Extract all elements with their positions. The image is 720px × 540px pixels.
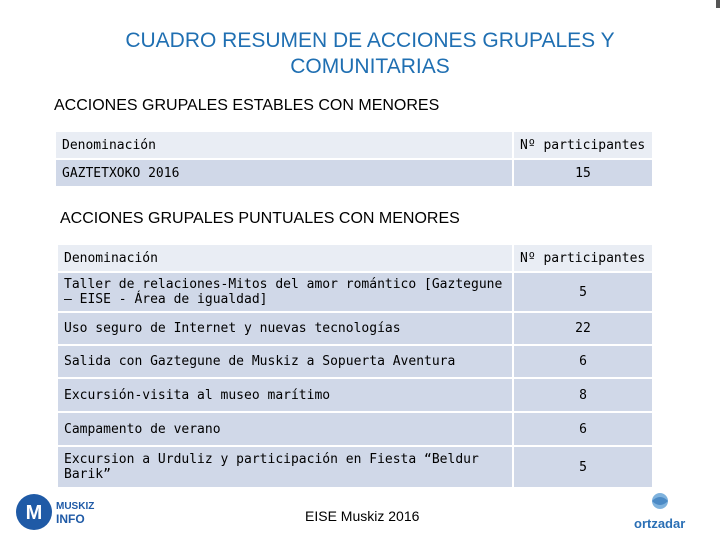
table-stable-actions xyxy=(54,130,654,188)
table-row xyxy=(57,412,653,446)
row-name-cell: Taller de relaciones-Mitos del amor romántico [Gaztegune – EISE - Área de igualdad] xyxy=(57,272,513,312)
header-name-cell: Denominación xyxy=(57,244,513,272)
muskiz-info-logo xyxy=(14,492,114,532)
table-header-row xyxy=(55,131,653,159)
table-row xyxy=(57,446,653,488)
table-header-row xyxy=(57,244,653,272)
footer-text: EISE Muskiz 2016 xyxy=(305,508,420,524)
table-row xyxy=(55,159,653,187)
row-count-cell: 6 xyxy=(513,412,653,446)
table-row xyxy=(57,378,653,412)
table-punctual-actions xyxy=(56,243,654,489)
row-count-cell: 5 xyxy=(513,272,653,312)
header-name-cell: Denominación xyxy=(55,131,513,159)
section-heading-punctual: ACCIONES GRUPALES PUNTUALES CON MENORES xyxy=(60,210,460,227)
logo-line2: INFO xyxy=(56,512,85,526)
table-row xyxy=(57,345,653,378)
page-title: CUADRO RESUMEN DE ACCIONES GRUPALES Y COMUNITARIAS xyxy=(125,29,615,78)
row-name-cell: Uso seguro de Internet y nuevas tecnologías xyxy=(57,312,513,345)
table-row xyxy=(57,272,653,312)
logo-m-glyph: M xyxy=(25,502,43,524)
table-row xyxy=(57,312,653,345)
ortzadar-logo xyxy=(628,490,708,536)
row-count-cell: 15 xyxy=(513,159,653,187)
row-name-cell: Excursion a Urduliz y participación en Fiesta “Beldur Barik” xyxy=(57,446,513,488)
section-heading-stable: ACCIONES GRUPALES ESTABLES CON MENORES xyxy=(54,97,440,114)
row-count-cell: 6 xyxy=(513,345,653,378)
row-name-cell: GAZTETXOKO 2016 xyxy=(55,159,513,187)
header-count-cell: Nº participantes xyxy=(513,131,653,159)
header-count-cell: Nº participantes xyxy=(513,244,653,272)
row-name-cell: Salida con Gaztegune de Muskiz a Sopuerta Aventura xyxy=(57,345,513,378)
corner-mark xyxy=(716,0,720,8)
row-name-cell: Campamento de verano xyxy=(57,412,513,446)
logo-line1: MUSKIZ xyxy=(56,501,95,512)
row-count-cell: 8 xyxy=(513,378,653,412)
row-count-cell: 22 xyxy=(513,312,653,345)
row-name-cell: Excursión-visita al museo marítimo xyxy=(57,378,513,412)
logo-ortzadar-text: ortzadar xyxy=(634,516,686,531)
row-count-cell: 5 xyxy=(513,446,653,488)
